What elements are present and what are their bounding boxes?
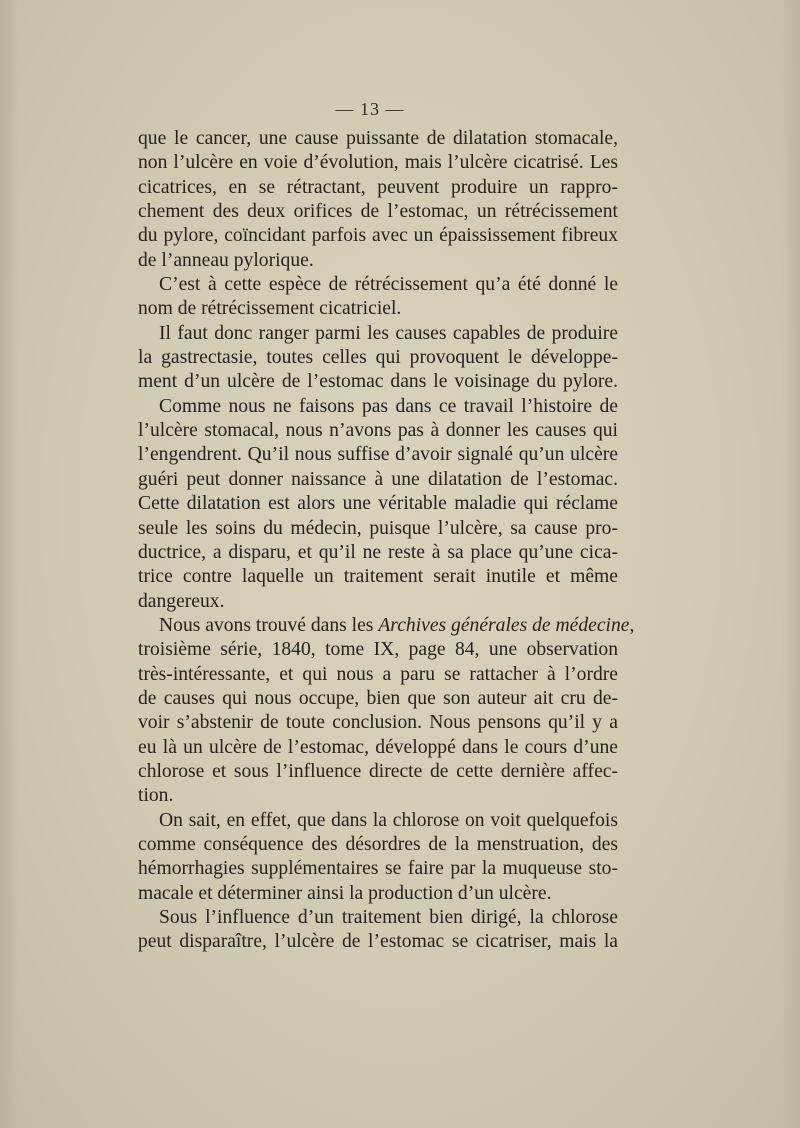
- text-line-content: ductrice, a disparu, et qu’il ne reste à sa place qu’une cica-: [138, 541, 618, 563]
- text-line-content: Il faut donc ranger parmi les causes capables de produire: [159, 322, 618, 344]
- text-line: [138, 224, 618, 248]
- text-line-content: chlorose et sous l’influence directe de cette dernière affec-: [138, 760, 618, 782]
- text-line: [138, 663, 618, 687]
- text-line-content: Cette dilatation est alors une véritable maladie qui réclame: [138, 493, 618, 515]
- text-line-content: Comme nous ne faisons pas dans ce travail l’histoire de: [159, 395, 618, 417]
- text-line-content: seule les soins du médecin, puisque l’ulcère, sa cause pro-: [138, 517, 618, 539]
- text-line: [138, 443, 618, 467]
- page-edge-shadow-left: [0, 0, 18, 1128]
- text-line-content: ment d’un ulcère de l’estomac dans le voisinage du pylore.: [138, 371, 618, 393]
- text-line: [138, 127, 618, 151]
- text-line: [138, 809, 618, 833]
- text-line: [138, 711, 618, 735]
- text-line-content: Sous l’influence d’un traitement bien dirigé, la chlorose: [159, 907, 618, 928]
- text-line: [138, 346, 618, 370]
- text-line-content: la gastrectasie, toutes celles qui provoquent le développe-: [138, 347, 618, 369]
- text-line: [138, 857, 618, 881]
- text-line-content: eu là un ulcère de l’estomac, développé dans le cours d’une: [138, 736, 618, 758]
- text-line: [138, 882, 618, 906]
- text-line-content: comme conséquence des désordres de la menstruation, des: [138, 833, 618, 855]
- text-line: [138, 419, 618, 443]
- text-line: [138, 736, 618, 760]
- text-line-content: trice contre laquelle un traitement serait inutile et même: [138, 566, 618, 588]
- text-line-content: hémorrhagies supplémentaires se faire par la muqueuse sto-: [138, 858, 618, 880]
- text-line-content: Nous avons trouvé dans les: [159, 614, 374, 636]
- text-line: [138, 930, 618, 954]
- text-line: [138, 151, 618, 175]
- text-line: [138, 322, 618, 346]
- text-line: [138, 176, 618, 200]
- text-line: [138, 590, 618, 614]
- text-line-content: dangereux.: [138, 590, 225, 612]
- text-line: [138, 297, 618, 321]
- text-line: [138, 687, 618, 711]
- text-line-content: C’est à cette espèce de rétrécissement qu’a été donné le: [159, 274, 618, 296]
- text-line: [138, 614, 635, 638]
- text-line-content: troisième série, 1840, tome IX, page 84, une observation: [138, 639, 618, 661]
- page-number: — 13 —: [335, 99, 405, 119]
- text-line: [138, 638, 618, 662]
- page-edge-shadow-right: [782, 0, 800, 1128]
- text-line-content: de causes qui nous occupe, bien que son auteur ait cru de-: [138, 687, 618, 709]
- text-line-content: que le cancer, une cause puissante de dilatation stomacale,: [138, 128, 618, 149]
- journal-title: Archives générales de médecine: [378, 614, 630, 636]
- text-line-content: tion.: [138, 785, 174, 807]
- text-line: [138, 468, 618, 492]
- text-line: [138, 541, 618, 565]
- text-line-content: très-intéressante, et qui nous a paru se rattacher à l’ordre: [138, 663, 618, 685]
- text-line: [138, 370, 618, 394]
- text-line-content: non l’ulcère en voie d’évolution, mais l’ulcère cicatrisé. Les: [138, 152, 618, 174]
- text-line-content: chement des deux orifices de l’estomac, un rétrécissement: [138, 201, 618, 223]
- text-line: [138, 249, 618, 273]
- text-line: [138, 565, 618, 589]
- text-line-content: nom de rétrécissement cicatriciel.: [138, 298, 402, 320]
- text-line: [138, 906, 618, 930]
- text-line-content: l’ulcère stomacal, nous n’avons pas à donner les causes qui: [138, 420, 618, 442]
- text-line: [138, 273, 618, 297]
- text-line-content: On sait, en effet, que dans la chlorose on voit quelquefois: [159, 809, 618, 831]
- punctuation: ,: [629, 614, 635, 636]
- text-line-content: macale et déterminer ainsi la production d’un ulcère.: [138, 882, 552, 904]
- text-line: [138, 517, 618, 541]
- text-line: [138, 784, 618, 808]
- text-line-content: peut disparaître, l’ulcère de l’estomac se cicatriser, mais la: [138, 931, 618, 953]
- text-line: [138, 760, 618, 784]
- text-line: [138, 395, 618, 419]
- body-text: [138, 127, 635, 955]
- text-line-content: voir s’abstenir de toute conclusion. Nous pensons qu’il y a: [138, 712, 618, 734]
- text-line-content: de l’anneau pylorique.: [138, 249, 314, 271]
- text-line-content: guéri peut donner naissance à une dilatation de l’estomac.: [138, 468, 618, 490]
- text-line-content: l’engendrent. Qu’il nous suffise d’avoir signalé qu’un ulcère: [138, 444, 618, 466]
- text-line: [138, 492, 618, 516]
- text-line: [138, 833, 618, 857]
- text-line: [138, 200, 618, 224]
- text-line-content: cicatrices, en se rétractant, peuvent produire un rappro-: [138, 176, 618, 198]
- text-line-content: du pylore, coïncidant parfois avec un épaississement fibreux: [138, 225, 618, 247]
